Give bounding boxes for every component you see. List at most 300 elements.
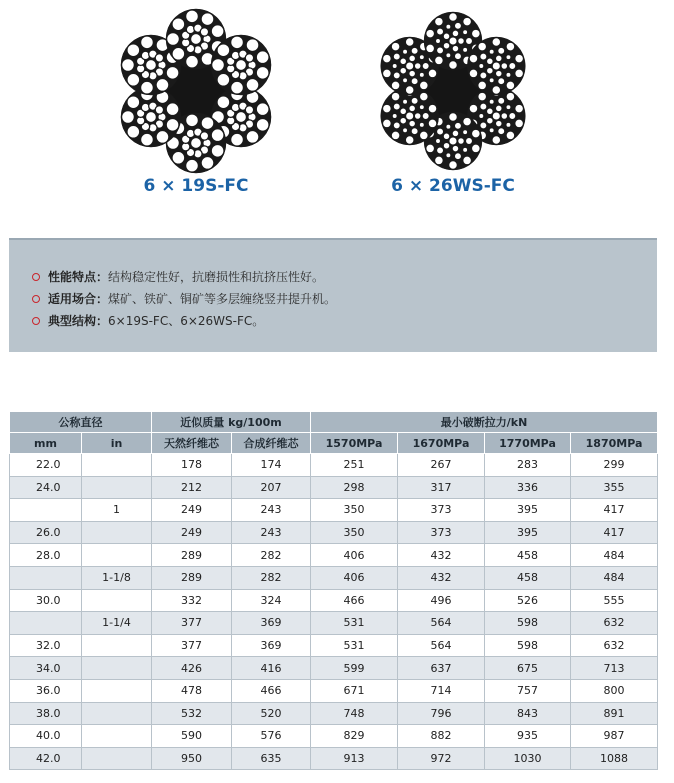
wire <box>191 138 202 149</box>
table-cell: 324 <box>232 589 311 612</box>
header-1870mpa: 1870MPa <box>571 433 658 454</box>
table-row <box>10 566 658 589</box>
wire <box>141 133 154 146</box>
feature-structure <box>32 312 264 329</box>
wire <box>419 105 424 110</box>
table-cell: 34.0 <box>10 657 82 680</box>
table-cell: 632 <box>571 634 658 657</box>
wire <box>465 137 472 144</box>
wire <box>515 69 524 78</box>
wire <box>400 108 407 115</box>
table-cell: 24.0 <box>10 476 82 499</box>
table-cell: 1088 <box>571 747 658 770</box>
wire <box>217 96 230 109</box>
table-cell: 369 <box>232 612 311 635</box>
wire <box>498 78 505 85</box>
table-cell: 251 <box>311 454 398 477</box>
wire <box>405 86 414 95</box>
wire <box>515 54 524 63</box>
table-cell: 484 <box>571 544 658 567</box>
header-synthetic-fiber-core: 合成纤维芯 <box>232 433 311 454</box>
wire <box>419 55 424 60</box>
wire <box>419 122 424 127</box>
table-cell <box>82 521 152 544</box>
table-cell: 796 <box>398 702 485 725</box>
bullet-icon <box>32 317 40 325</box>
wire <box>498 97 505 104</box>
wire <box>489 78 494 83</box>
table-cell <box>82 702 152 725</box>
wire <box>382 104 391 113</box>
wire <box>127 96 140 109</box>
table-cell: 635 <box>232 747 311 770</box>
wire <box>509 62 516 69</box>
wire <box>145 60 156 71</box>
wire <box>127 44 140 57</box>
rope-label-6x19s-fc: 6 × 19S-FC <box>143 176 249 196</box>
wire <box>489 99 494 104</box>
wire <box>454 153 461 160</box>
wire <box>443 42 450 49</box>
wire <box>402 128 407 133</box>
wire <box>256 118 269 131</box>
spec-table <box>9 411 658 770</box>
feature-text: 结构稳定性好，抗磨损性和抗挤压性好。 <box>108 270 325 284</box>
table-cell: 395 <box>485 499 571 522</box>
wire <box>463 156 472 165</box>
wire <box>155 54 163 62</box>
table-cell: 632 <box>571 612 658 635</box>
wire <box>469 54 478 63</box>
wire <box>436 47 443 54</box>
wire <box>501 113 508 120</box>
wire <box>211 129 224 142</box>
table-cell: 212 <box>152 476 232 499</box>
wire <box>428 104 437 113</box>
table-cell: 950 <box>152 747 232 770</box>
table-cell: 555 <box>571 589 658 612</box>
wire <box>495 55 502 62</box>
wire <box>486 58 493 65</box>
wire <box>391 92 400 101</box>
header-min-breaking-force: 最小破断拉力/kN <box>311 412 658 433</box>
wire <box>452 145 459 152</box>
wire <box>506 105 511 110</box>
wire <box>400 58 407 65</box>
wire <box>489 128 494 133</box>
table-cell: 458 <box>485 544 571 567</box>
wire <box>127 73 140 86</box>
table-cell: 30.0 <box>10 589 82 612</box>
table-row <box>10 476 658 499</box>
wire <box>246 131 259 144</box>
wire <box>141 81 154 94</box>
table-cell <box>82 725 152 748</box>
wire <box>166 103 179 116</box>
wire <box>231 133 244 146</box>
wire <box>155 106 163 114</box>
wire <box>245 106 253 114</box>
wire <box>509 112 516 119</box>
table-row <box>10 612 658 635</box>
wire <box>479 63 484 68</box>
feature-key: 适用场合： <box>48 292 109 306</box>
wire <box>172 151 185 164</box>
table-cell: 32.0 <box>10 634 82 657</box>
table-cell: 532 <box>152 702 232 725</box>
table-row <box>10 679 658 702</box>
wire <box>409 55 416 62</box>
wire <box>480 53 487 60</box>
wire <box>231 81 244 94</box>
table-cell: 243 <box>232 521 311 544</box>
table-group-header-row <box>10 412 658 433</box>
header-mm: mm <box>10 433 82 454</box>
wire <box>391 42 400 51</box>
wire <box>478 42 487 51</box>
table-cell: 466 <box>232 679 311 702</box>
wire <box>452 30 459 37</box>
wire <box>471 144 480 153</box>
wire <box>212 59 225 72</box>
wire <box>141 36 154 49</box>
wire <box>495 120 502 127</box>
wire <box>201 13 214 26</box>
table-cell: 373 <box>398 499 485 522</box>
table-cell: 432 <box>398 566 485 589</box>
wire <box>454 53 461 60</box>
table-row <box>10 454 658 477</box>
wire <box>492 86 501 95</box>
wire <box>480 122 487 129</box>
wire <box>419 81 428 90</box>
wire <box>409 70 416 77</box>
table-cell <box>82 657 152 680</box>
wire <box>391 81 400 90</box>
table-cell: 590 <box>152 725 232 748</box>
features-panel <box>9 238 657 352</box>
table-cell: 417 <box>571 499 658 522</box>
wire <box>201 157 214 170</box>
wire <box>426 29 435 38</box>
table-row <box>10 634 658 657</box>
wire <box>443 33 450 40</box>
wire <box>186 114 199 127</box>
feature-text: 6×19S-FC、6×26WS-FC。 <box>108 314 265 328</box>
wire <box>463 147 468 152</box>
wire <box>405 38 414 47</box>
wire <box>400 117 407 124</box>
rope-label-6x26ws-fc: 6 × 26WS-FC <box>391 176 515 196</box>
wire <box>434 156 443 165</box>
table-cell: 28.0 <box>10 544 82 567</box>
wire <box>246 39 259 52</box>
table-cell <box>82 476 152 499</box>
header-approx-mass: 近似质量 kg/100m <box>152 412 311 433</box>
table-cell: 531 <box>311 612 398 635</box>
wire <box>469 69 478 78</box>
rope-cross-section-6x26ws-fc <box>372 8 534 174</box>
table-cell: 283 <box>485 454 571 477</box>
table-cell: 369 <box>232 634 311 657</box>
wire <box>402 49 407 54</box>
table-cell: 355 <box>571 476 658 499</box>
wire <box>479 113 484 118</box>
header-in: in <box>82 433 152 454</box>
wire <box>236 112 247 123</box>
rope-figure-6x19s <box>105 8 287 174</box>
wire <box>172 18 185 31</box>
table-cell: 282 <box>232 566 311 589</box>
wire <box>426 44 435 53</box>
wire <box>411 128 418 135</box>
wire <box>186 159 199 172</box>
wire <box>458 38 465 45</box>
wire <box>436 28 443 35</box>
wire <box>443 142 450 149</box>
wire <box>471 29 480 38</box>
wire <box>419 72 424 77</box>
wire <box>449 113 458 122</box>
wire <box>506 72 511 77</box>
table-cell <box>82 679 152 702</box>
wire <box>480 103 487 110</box>
table-cell: 42.0 <box>10 747 82 770</box>
feature-application <box>32 290 336 307</box>
rope-figure-6x26ws <box>372 8 534 174</box>
wire <box>435 138 440 143</box>
wire <box>166 66 179 79</box>
table-cell: 249 <box>152 521 232 544</box>
table-cell: 829 <box>311 725 398 748</box>
wire <box>443 133 450 140</box>
wire <box>506 42 515 51</box>
table-row <box>10 702 658 725</box>
table-cell <box>82 544 152 567</box>
wire <box>458 138 465 145</box>
feature-text: 煤矿、铁矿、铜矿等多层缠绕竖井提升机。 <box>108 292 337 306</box>
table-cell: 576 <box>232 725 311 748</box>
wire <box>419 92 428 101</box>
table-cell: 38.0 <box>10 702 82 725</box>
table-row <box>10 544 658 567</box>
table-cell: 299 <box>571 454 658 477</box>
wire <box>382 69 391 78</box>
table-cell: 336 <box>485 476 571 499</box>
wire <box>506 131 515 140</box>
wire <box>245 54 253 62</box>
table-cell: 757 <box>485 679 571 702</box>
table-row <box>10 521 658 544</box>
wire <box>436 128 443 135</box>
wire <box>186 55 199 68</box>
wire <box>393 103 400 110</box>
wire <box>452 45 459 52</box>
table-cell: 987 <box>571 725 658 748</box>
wire <box>422 62 429 69</box>
table-cell: 298 <box>311 476 398 499</box>
wire <box>186 10 199 23</box>
wire <box>478 92 487 101</box>
table-cell: 432 <box>398 544 485 567</box>
wire <box>127 125 140 138</box>
wire <box>446 53 451 58</box>
wire <box>246 79 259 92</box>
wire <box>392 113 397 118</box>
table-cell: 1-1/4 <box>82 612 152 635</box>
feature-performance <box>32 268 324 285</box>
table-cell: 317 <box>398 476 485 499</box>
wire <box>463 130 468 135</box>
wire <box>402 78 407 83</box>
table-cell: 267 <box>398 454 485 477</box>
wire <box>145 112 156 123</box>
table-cell: 1 <box>82 499 152 522</box>
wire <box>463 47 468 52</box>
wire <box>411 78 418 85</box>
table-cell: 417 <box>571 521 658 544</box>
wire <box>449 13 458 22</box>
wire <box>454 22 461 29</box>
header-1770mpa: 1770MPa <box>485 433 571 454</box>
wire <box>471 129 480 138</box>
table-cell: 598 <box>485 634 571 657</box>
wire <box>465 37 472 44</box>
wire <box>393 72 400 79</box>
table-cell: 350 <box>311 521 398 544</box>
wire <box>426 144 435 153</box>
table-cell: 249 <box>152 499 232 522</box>
table-cell: 22.0 <box>10 454 82 477</box>
wire <box>166 118 179 131</box>
wire <box>414 63 421 70</box>
table-cell: 484 <box>571 566 658 589</box>
wire <box>498 128 505 135</box>
wire <box>201 117 214 130</box>
wire <box>172 47 185 60</box>
wire <box>400 67 407 74</box>
wire <box>392 63 397 68</box>
table-cell <box>10 612 82 635</box>
table-cell: 531 <box>311 634 398 657</box>
wire <box>463 30 468 35</box>
table-cell: 395 <box>485 521 571 544</box>
wire <box>501 63 508 70</box>
table-cell: 40.0 <box>10 725 82 748</box>
wire <box>498 47 505 54</box>
table-cell: 36.0 <box>10 679 82 702</box>
table-cell: 458 <box>485 566 571 589</box>
wire <box>434 56 443 65</box>
bullet-icon <box>32 273 40 281</box>
wire <box>469 104 478 113</box>
header-nominal-diameter: 公称直径 <box>10 412 152 433</box>
table-cell <box>82 454 152 477</box>
table-cell: 426 <box>152 657 232 680</box>
table-sub-header-row <box>10 433 658 454</box>
wire <box>463 17 472 26</box>
wire <box>486 108 493 115</box>
table-cell: 913 <box>311 747 398 770</box>
table-cell: 350 <box>311 499 398 522</box>
table-cell <box>10 566 82 589</box>
wire <box>382 54 391 63</box>
table-row <box>10 725 658 748</box>
table-cell: 174 <box>232 454 311 477</box>
table-cell: 843 <box>485 702 571 725</box>
table-cell: 496 <box>398 589 485 612</box>
wire <box>506 92 515 101</box>
table-cell: 882 <box>398 725 485 748</box>
table-cell: 891 <box>571 702 658 725</box>
table-cell: 243 <box>232 499 311 522</box>
wire <box>191 34 202 45</box>
table-cell: 332 <box>152 589 232 612</box>
wire <box>122 59 135 72</box>
table-cell: 637 <box>398 657 485 680</box>
table-cell: 377 <box>152 612 232 635</box>
table-cell: 748 <box>311 702 398 725</box>
wire <box>434 17 443 26</box>
wire <box>428 119 437 128</box>
wire <box>200 132 208 140</box>
table-row <box>10 657 658 680</box>
wire <box>409 105 416 112</box>
wire <box>217 73 230 86</box>
wire <box>515 119 524 128</box>
wire <box>449 61 458 70</box>
wire <box>231 36 244 49</box>
header-1670mpa: 1670MPa <box>398 433 485 454</box>
wire <box>515 104 524 113</box>
table-cell: 478 <box>152 679 232 702</box>
table-cell: 564 <box>398 634 485 657</box>
table-cell: 526 <box>485 589 571 612</box>
header-1570mpa: 1570MPa <box>311 433 398 454</box>
table-cell: 377 <box>152 634 232 657</box>
wire <box>414 113 421 120</box>
wire <box>480 72 487 79</box>
table-cell: 282 <box>232 544 311 567</box>
wire <box>405 136 414 145</box>
table-cell: 416 <box>232 657 311 680</box>
wire <box>446 124 451 129</box>
table-cell <box>82 634 152 657</box>
wire <box>217 44 230 57</box>
wire <box>495 70 502 77</box>
table-row <box>10 499 658 522</box>
wire <box>463 117 472 126</box>
wire <box>449 161 458 170</box>
wire <box>211 144 224 157</box>
table-cell: 178 <box>152 454 232 477</box>
table-cell: 289 <box>152 544 232 567</box>
table-cell: 207 <box>232 476 311 499</box>
wire <box>495 105 502 112</box>
table-cell <box>82 747 152 770</box>
wire <box>402 99 407 104</box>
wire <box>489 49 494 54</box>
wire <box>486 67 493 74</box>
table-cell: 599 <box>311 657 398 680</box>
wire <box>409 120 416 127</box>
table-cell: 520 <box>232 702 311 725</box>
wire <box>428 69 437 78</box>
wire <box>506 122 511 127</box>
wire <box>167 33 180 46</box>
wire <box>506 81 515 90</box>
table-cell: 564 <box>398 612 485 635</box>
